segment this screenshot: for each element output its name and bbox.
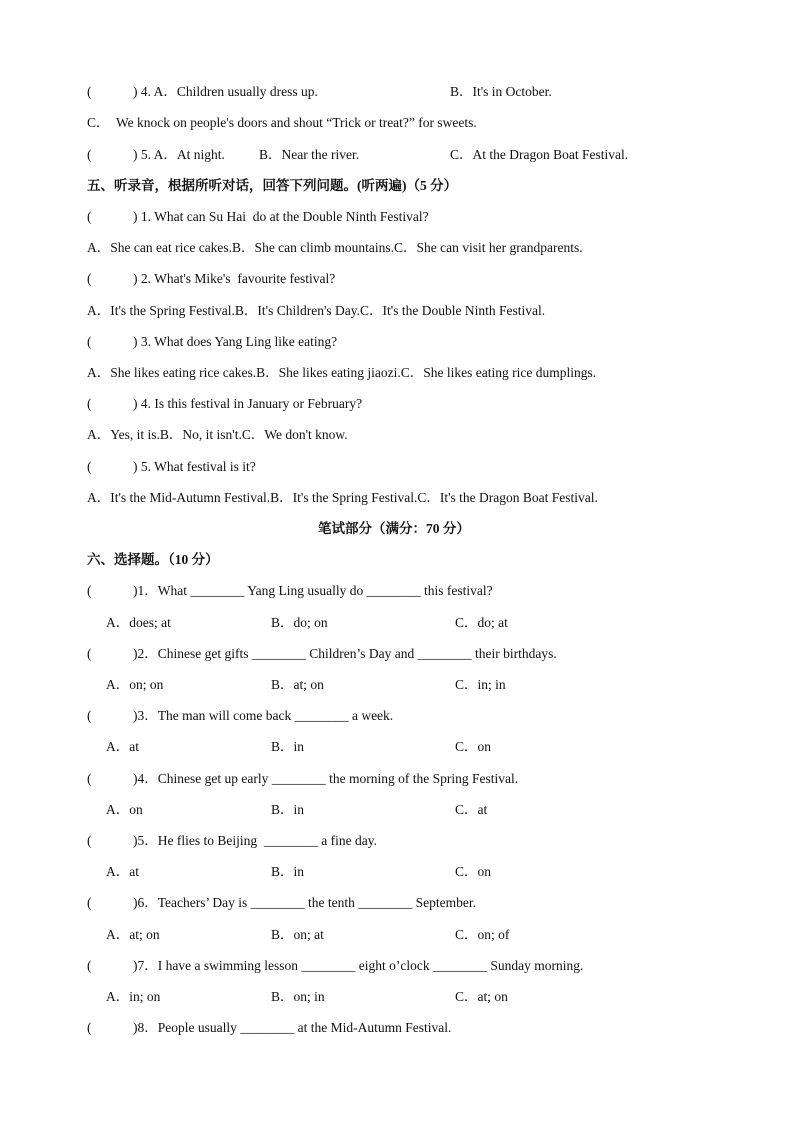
choice-6-option-b: B．on; at xyxy=(271,927,324,942)
listening-options-2: A．It's the Spring Festival.B．It's Children's Day.C．It's the Double Ninth Festival. xyxy=(87,303,546,318)
question-5-option-a: ) 5. A．At night. xyxy=(133,147,225,162)
listening-question-5: ) 5. What festival is it? xyxy=(133,459,256,474)
choice-5-option-b: B．in xyxy=(271,864,305,879)
choice-2-option-c: C．in; in xyxy=(455,677,506,692)
answer-paren: ( xyxy=(87,646,92,661)
choice-question-6: )6．Teachers’ Day is ________ the tenth ________ September. xyxy=(133,895,476,910)
listening-options-5: A．It's the Mid-Autumn Festival.B．It's the Spring Festival.C．It's the Dragon Boat Festival. xyxy=(87,490,598,505)
answer-paren: ( xyxy=(87,708,92,723)
question-4-option-b: B．It's in October. xyxy=(450,84,552,99)
choice-question-7: )7．I have a swimming lesson ________ eight o’clock ________ Sunday morning. xyxy=(133,958,584,973)
section-6-heading: 六、选择题。（10 分） xyxy=(87,552,219,567)
answer-paren: ( xyxy=(87,459,92,474)
listening-question-3: ) 3. What does Yang Ling like eating? xyxy=(133,334,338,349)
choice-7-option-c: C．at; on xyxy=(455,989,508,1004)
choice-3-option-c: C．on xyxy=(455,739,492,754)
choice-7-option-b: B．on; in xyxy=(271,989,325,1004)
choice-question-2: )2．Chinese get gifts ________ Children’s Day and ________ their birthdays. xyxy=(133,646,557,661)
choice-3-option-a: A．at xyxy=(106,739,139,754)
choice-6-option-a: A．at; on xyxy=(106,927,160,942)
question-4-option-a: ) 4. A．Children usually dress up. xyxy=(133,84,318,99)
listening-question-2: ) 2. What's Mike's favourite festival? xyxy=(133,271,336,286)
listening-options-3: A．She likes eating rice cakes.B．She likes eating jiaozi.C．She likes eating rice dumplings. xyxy=(87,365,597,380)
section-5-heading: 五、听录音，根据所听对话，回答下列问题。(听两遍)（5 分） xyxy=(87,178,458,193)
question-5-option-b: B．Near the river. xyxy=(259,147,360,162)
choice-5-option-a: A．at xyxy=(106,864,139,879)
written-part-title: 笔试部分（满分：70 分） xyxy=(318,521,470,536)
choice-7-option-a: A．in; on xyxy=(106,989,161,1004)
answer-paren: ( xyxy=(87,1020,92,1035)
answer-paren: ( xyxy=(87,334,92,349)
choice-5-option-c: C．on xyxy=(455,864,492,879)
choice-1-option-c: C．do; at xyxy=(455,615,508,630)
answer-paren: ( xyxy=(87,895,92,910)
choice-question-3: )3．The man will come back ________ a week. xyxy=(133,708,394,723)
choice-1-option-b: B．do; on xyxy=(271,615,328,630)
choice-3-option-b: B．in xyxy=(271,739,305,754)
question-5-option-c: C．At the Dragon Boat Festival. xyxy=(450,147,629,162)
listening-question-1: ) 1. What can Su Hai do at the Double Ninth Festival? xyxy=(133,209,429,224)
answer-paren: ( xyxy=(87,833,92,848)
choice-6-option-c: C．on; of xyxy=(455,927,510,942)
choice-4-option-a: A．on xyxy=(106,802,143,817)
choice-question-8: )8．People usually ________ at the Mid-Autumn Festival. xyxy=(133,1020,452,1035)
question-4-option-c: C． We knock on people's doors and shout “Trick or treat?” for sweets. xyxy=(87,115,477,130)
answer-paren: ( xyxy=(87,583,92,598)
choice-question-4: )4．Chinese get up early ________ the morning of the Spring Festival. xyxy=(133,771,519,786)
choice-question-5: )5．He flies to Beijing ________ a fine day. xyxy=(133,833,377,848)
listening-options-1: A．She can eat rice cakes.B．She can climb mountains.C．She can visit her grandparents. xyxy=(87,240,583,255)
listening-question-4: ) 4. Is this festival in January or February? xyxy=(133,396,363,411)
choice-2-option-a: A．on; on xyxy=(106,677,164,692)
answer-paren: ( xyxy=(87,84,92,99)
answer-paren: ( xyxy=(87,771,92,786)
choice-question-1: )1．What ________ Yang Ling usually do ________ this festival? xyxy=(133,583,493,598)
answer-paren: ( xyxy=(87,958,92,973)
answer-paren: ( xyxy=(87,147,92,162)
choice-4-option-c: C．at xyxy=(455,802,488,817)
listening-options-4: A．Yes, it is.B．No, it isn't.C．We don't know. xyxy=(87,427,348,442)
answer-paren: ( xyxy=(87,209,92,224)
choice-2-option-b: B．at; on xyxy=(271,677,324,692)
choice-1-option-a: A．does; at xyxy=(106,615,171,630)
answer-paren: ( xyxy=(87,396,92,411)
answer-paren: ( xyxy=(87,271,92,286)
choice-4-option-b: B．in xyxy=(271,802,305,817)
